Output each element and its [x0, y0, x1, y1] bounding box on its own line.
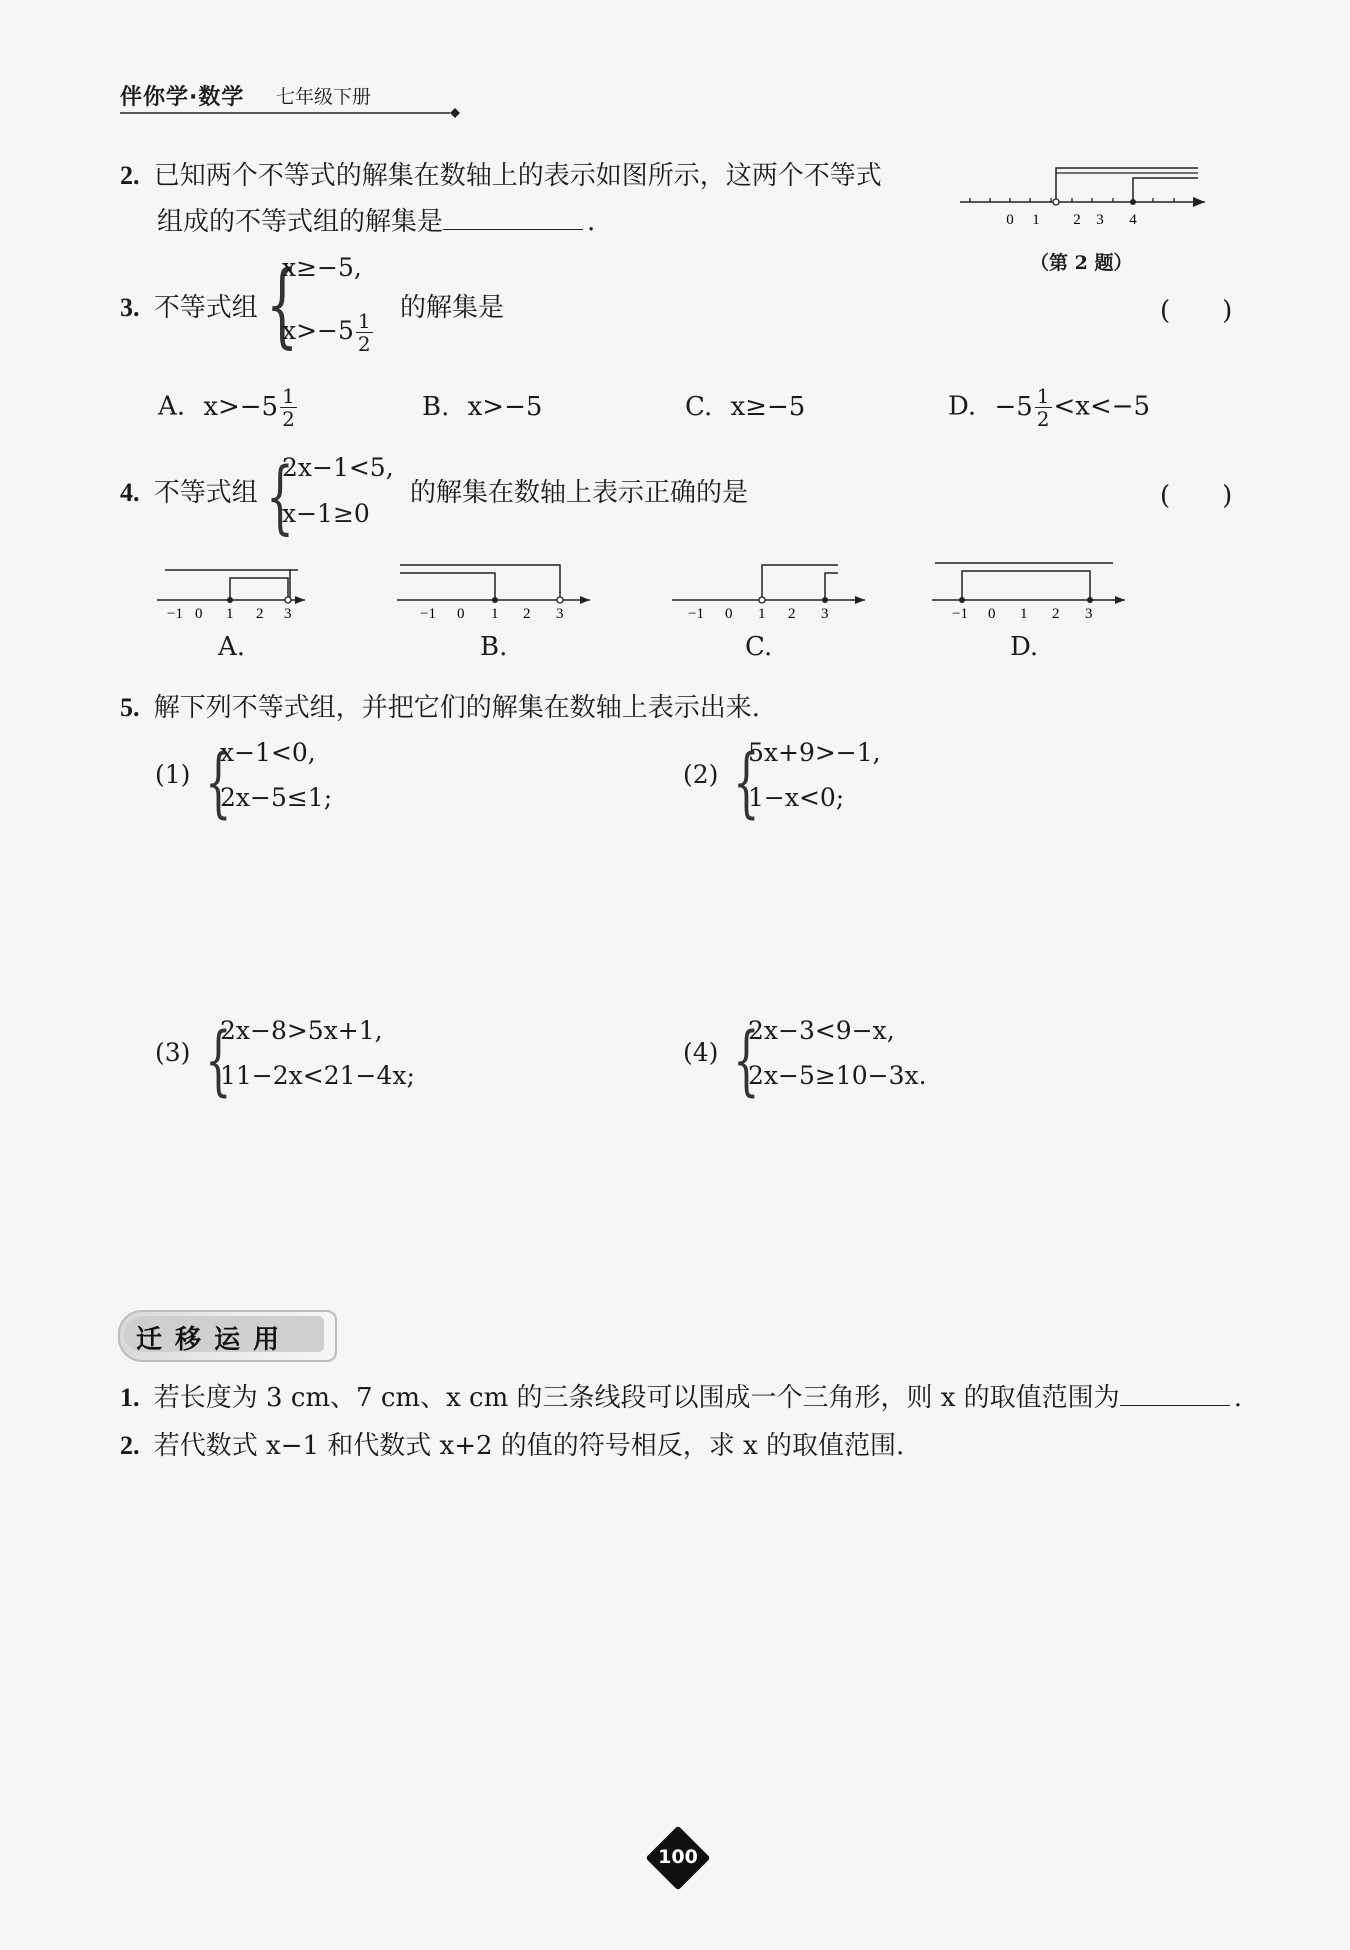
option-text: x>−5 [203, 391, 279, 422]
question-number: 1. [120, 1383, 140, 1412]
svg-text:1: 1 [1020, 606, 1028, 620]
answer-blank[interactable] [1120, 1405, 1230, 1406]
page-header [120, 80, 460, 114]
question-3 [120, 290, 258, 326]
option-label: A. [158, 391, 186, 422]
question-2-line2 [157, 204, 857, 240]
question-suffix: 的解集在数轴上表示正确的是 [410, 478, 749, 508]
question-number: 3. [120, 293, 140, 322]
svg-text:1: 1 [491, 606, 499, 620]
option-b[interactable] [422, 392, 542, 422]
book-grade: 七年级下册 [276, 86, 372, 108]
q4-option-a-label: A. [218, 632, 246, 662]
option-text-end: <x<−5 [1053, 391, 1151, 422]
system-line-2-text: x>−5 [282, 316, 354, 345]
section-title: 迁 移 运 用 [136, 1325, 282, 1355]
svg-text:2: 2 [788, 606, 796, 620]
open-point [1053, 199, 1059, 205]
question-2 [120, 158, 950, 194]
q4-option-d-label: D. [1010, 632, 1039, 662]
part-2-line-1: 5x+9>−1, [748, 738, 881, 767]
q4-option-c-figure[interactable] [670, 555, 870, 620]
svg-text:0: 0 [725, 606, 733, 620]
system-line-1: 2x−1<5, [282, 453, 394, 482]
answer-blank[interactable] [443, 229, 583, 230]
q2-number-line-figure [955, 160, 1220, 230]
part-4-line-1: 2x−3<9−x, [748, 1016, 895, 1045]
question-suffix: 的解集是 [400, 293, 505, 323]
question-prefix: 不等式组 [153, 478, 258, 508]
fraction-denominator: 2 [282, 407, 295, 431]
fraction [280, 385, 297, 430]
closed-point [1130, 199, 1136, 205]
q4-option-b-label: B. [480, 632, 508, 662]
tick-label-0: 0 [1006, 212, 1014, 228]
transfer-question-2 [120, 1428, 904, 1464]
q4-option-d-figure[interactable] [930, 555, 1130, 620]
svg-text:0: 0 [195, 606, 203, 620]
fraction [1035, 385, 1052, 430]
system-line-2 [282, 310, 375, 355]
question-text: 若长度为 3 cm、7 cm、x cm 的三条线段可以围成一个三角形，则 x 的取值范围为 [153, 1383, 1120, 1413]
option-label: B. [422, 392, 450, 422]
system-brace: { [733, 1015, 760, 1104]
fraction-denominator: 2 [357, 332, 371, 356]
svg-text:−1: −1 [688, 606, 704, 620]
question-number: 4. [120, 478, 140, 507]
section-banner [118, 1310, 337, 1362]
part-3-label: (3) [155, 1038, 191, 1067]
system-brace: { [733, 737, 760, 826]
svg-text:2: 2 [256, 606, 264, 620]
svg-text:0: 0 [457, 606, 465, 620]
part-1-line-2: 2x−5≤1; [220, 783, 333, 812]
question-number: 2. [120, 1431, 140, 1460]
system-brace: { [205, 737, 232, 826]
question-text: 解下列不等式组，并把它们的解集在数轴上表示出来. [153, 693, 761, 723]
question-number: 5. [120, 693, 140, 722]
solution-ray-2 [1133, 178, 1198, 202]
question-4 [120, 475, 258, 511]
fraction [356, 310, 373, 355]
part-4-line-2: 2x−5≥10−3x. [748, 1061, 927, 1090]
fraction-denominator: 2 [1036, 407, 1050, 431]
book-title: 伴你学·数学 [120, 85, 245, 110]
q4-option-a-figure[interactable] [155, 560, 315, 620]
svg-text:3: 3 [1085, 606, 1093, 620]
question-text: 若代数式 x−1 和代数式 x+2 的值的符号相反，求 x 的取值范围. [153, 1431, 905, 1461]
svg-text:−1: −1 [167, 606, 183, 620]
part-1-line-1: x−1<0, [220, 738, 316, 767]
fraction-numerator: 1 [357, 309, 371, 333]
option-text: −5 [994, 391, 1033, 422]
header-rule [120, 108, 460, 120]
option-text: x≥−5 [730, 392, 806, 422]
svg-text:3: 3 [284, 606, 292, 620]
tick-label-4: 4 [1129, 212, 1137, 228]
fraction-numerator: 1 [282, 384, 295, 408]
system-brace: { [205, 1015, 232, 1104]
tick-label-1: 1 [1032, 212, 1040, 228]
question-text-line1: 已知两个不等式的解集在数轴上的表示如图所示，这两个不等式 [153, 161, 882, 191]
system-line-2: x−1≥0 [282, 499, 370, 528]
page-number: 100 [658, 1846, 698, 1868]
svg-text:1: 1 [758, 606, 766, 620]
option-a[interactable] [158, 385, 299, 430]
system-brace: { [266, 251, 299, 358]
option-c[interactable] [685, 392, 805, 422]
answer-paren[interactable]: ( ) [1160, 481, 1233, 511]
period: . [1233, 1383, 1242, 1413]
question-prefix: 不等式组 [153, 293, 258, 323]
svg-text:−1: −1 [420, 606, 436, 620]
option-label: D. [948, 391, 977, 422]
part-2-label: (2) [683, 760, 719, 789]
system-brace: { [266, 450, 294, 543]
q4-option-b-figure[interactable] [395, 555, 595, 620]
svg-text:1: 1 [226, 606, 234, 620]
tick-label-2: 2 [1073, 212, 1081, 228]
question-5 [120, 690, 760, 726]
question-number: 2. [120, 161, 140, 190]
q4-option-c-label: C. [745, 632, 773, 662]
option-d[interactable] [948, 385, 1150, 430]
part-3-line-2: 11−2x<21−4x; [220, 1061, 415, 1090]
option-text: x>−5 [467, 392, 543, 422]
svg-text:−1: −1 [952, 606, 968, 620]
option-label: C. [685, 392, 713, 422]
part-4-label: (4) [683, 1038, 719, 1067]
svg-text:2: 2 [1052, 606, 1060, 620]
question-text-prefix: 组成的不等式组的解集是 [157, 207, 444, 237]
svg-text:2: 2 [523, 606, 531, 620]
tick-label-3: 3 [1096, 212, 1104, 228]
part-3-line-1: 2x−8>5x+1, [220, 1016, 383, 1045]
period: . [587, 207, 596, 237]
svg-text:0: 0 [988, 606, 996, 620]
part-2-line-2: 1−x<0; [748, 783, 845, 812]
svg-text:3: 3 [821, 606, 829, 620]
transfer-question-1 [120, 1380, 1242, 1416]
fraction-numerator: 1 [1036, 384, 1050, 408]
answer-paren[interactable]: ( ) [1160, 296, 1233, 326]
part-1-label: (1) [155, 760, 191, 789]
system-line-1: x≥−5, [282, 253, 362, 282]
svg-text:3: 3 [556, 606, 564, 620]
figure-caption: （第 2 题） [1030, 252, 1133, 274]
